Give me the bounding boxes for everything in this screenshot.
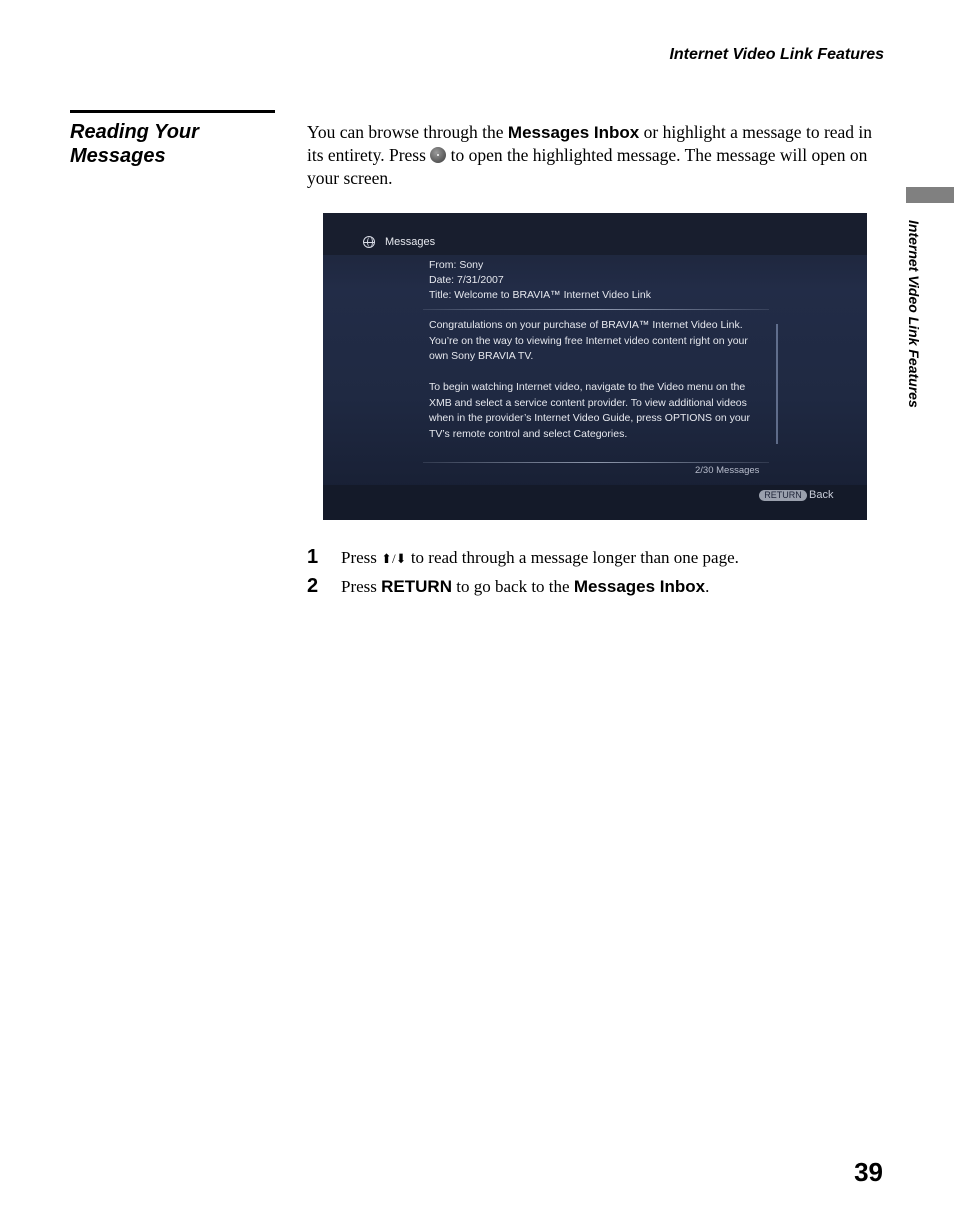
back-label: Back (809, 489, 834, 501)
running-head: Internet Video Link Features (669, 46, 884, 63)
message-title: Title: Welcome to BRAVIA™ Internet Video Link (429, 289, 651, 301)
step-2-suffix: . (705, 577, 710, 596)
tv-divider-top (423, 309, 769, 310)
step-1-number: 1 (307, 546, 319, 568)
section-title-line1: Reading Your (70, 121, 199, 143)
section-title (70, 120, 275, 168)
step-2-text (341, 577, 709, 597)
return-term: RETURN (381, 577, 452, 596)
message-paragraph-1: Congratulations on your purchase of BRAVIA™ Internet Video Link. You’re on the way to viewing free Internet video content right on your own Sony BRAVIA TV. (429, 319, 748, 362)
step-2-middle: to go back to the (452, 577, 574, 596)
section-rule (70, 110, 275, 113)
intro-text-3: to open the highlighted message. The message will open on your screen. (307, 145, 868, 188)
enter-button-icon (430, 147, 446, 163)
side-tab (904, 220, 926, 460)
side-tab-marker (906, 187, 954, 203)
intro-text-2: or highlight a message to read in its entirety. Press (307, 122, 873, 165)
step-2-number: 2 (307, 575, 319, 597)
up-down-arrow-icon: ⬆/⬇ (381, 551, 407, 566)
step-2-prefix: Press (341, 577, 382, 596)
globe-icon (363, 236, 375, 248)
intro-text-1: You can browse through the (307, 122, 508, 142)
message-paragraph-2: To begin watching Internet video, navigate to the Video menu on the XMB and select a service content provider. To view additional videos when in the provider’s Internet Video Guide, press OPTIONS on your TV’s remote control and select Categories. (429, 381, 751, 440)
tv-header-bar (323, 213, 867, 255)
section-title-line2: Messages (70, 145, 166, 167)
tv-screen-title: Messages (385, 236, 436, 248)
messages-inbox-term: Messages Inbox (507, 123, 640, 142)
step-1-text (341, 548, 739, 568)
step-1-prefix: Press (341, 548, 382, 567)
messages-inbox-term-2: Messages Inbox (573, 577, 706, 596)
message-date: Date: 7/31/2007 (429, 274, 504, 286)
intro-paragraph (307, 121, 877, 190)
message-from: From: Sony (429, 259, 484, 271)
step-1-suffix: to read through a message longer than one page. (406, 548, 739, 567)
message-count: 2/30 Messages (695, 465, 760, 476)
tv-divider-bottom (423, 462, 769, 463)
side-tab-label: Internet Video Link Features (906, 220, 922, 408)
tv-screenshot (323, 213, 867, 520)
return-button-icon: RETURN (759, 490, 807, 501)
page-number: 39 (854, 1157, 883, 1187)
message-scrollbar[interactable] (776, 324, 778, 444)
